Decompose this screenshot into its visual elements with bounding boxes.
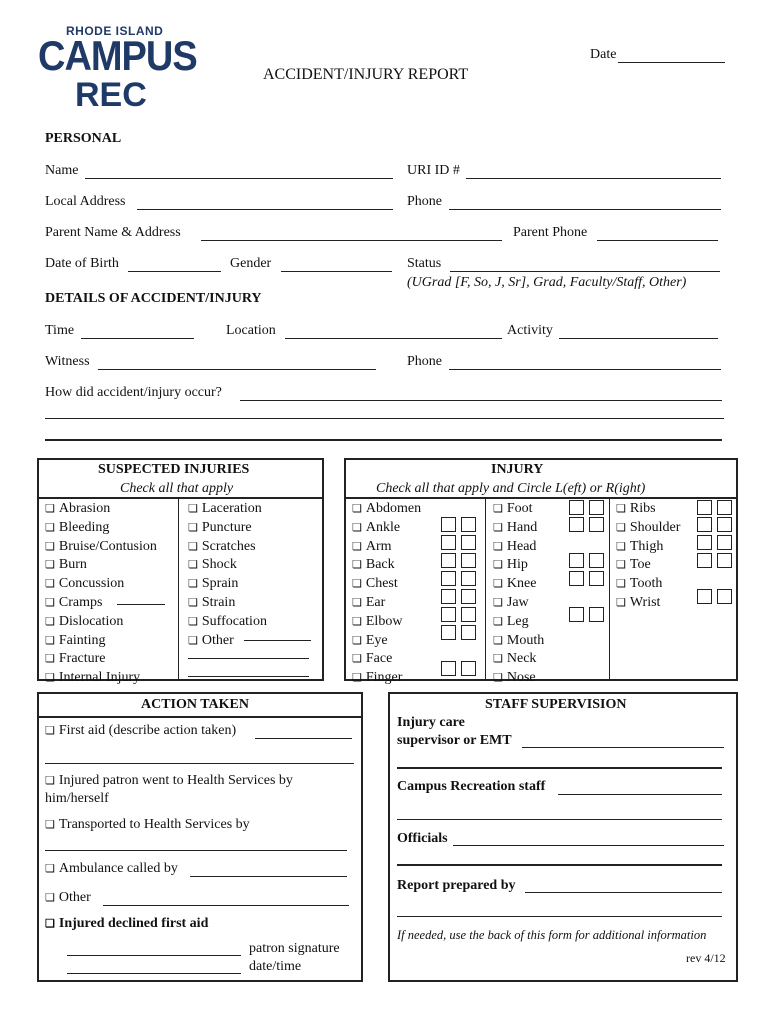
lr-box-right[interactable]	[717, 500, 732, 515]
parent-phone-field[interactable]	[597, 240, 718, 241]
checkbox-wrist[interactable]: ❏ Wrist	[616, 594, 680, 613]
suspected-list-2	[188, 500, 267, 650]
checkbox-neck[interactable]: ❏ Neck	[493, 650, 544, 669]
checkbox-abdomen[interactable]: ❏ Abdomen	[352, 500, 421, 519]
activity-label: Activity	[507, 323, 553, 338]
other-injury-field-2[interactable]	[188, 658, 309, 659]
checkbox-shoulder[interactable]: ❏ Shoulder	[616, 519, 680, 538]
injury-subtitle: Check all that apply and Circle L(eft) or R(ight)	[376, 481, 646, 496]
checkbox-laceration[interactable]: ❏ Laceration	[188, 500, 267, 519]
injury-care-label: Injury care	[397, 715, 465, 730]
checkbox-ankle[interactable]: ❏ Ankle	[352, 519, 421, 538]
injury-list-1	[352, 500, 421, 688]
injury-divider	[344, 497, 738, 499]
lr-box-left[interactable]	[697, 589, 712, 604]
other-injury-field-1[interactable]	[244, 640, 311, 641]
witness-field[interactable]	[98, 369, 376, 370]
lr-box-left[interactable]	[441, 517, 456, 532]
checkbox-scratches[interactable]: ❏ Scratches	[188, 538, 267, 557]
gender-label: Gender	[230, 256, 272, 271]
campus-rec-logo	[38, 22, 197, 114]
suspected-subtitle: Check all that apply	[120, 481, 234, 496]
checkbox-dislocation[interactable]: ❏ Dislocation	[45, 613, 157, 632]
suspected-divider	[37, 497, 324, 499]
dob-field[interactable]	[128, 271, 221, 272]
prepared-by-label: Report prepared by	[397, 878, 516, 893]
gender-field[interactable]	[281, 271, 392, 272]
witness-phone-label: Phone	[407, 354, 442, 369]
checkbox-cramps[interactable]: ❏ Cramps	[45, 594, 157, 613]
lr-box-right[interactable]	[589, 607, 604, 622]
how-field-1[interactable]	[240, 400, 722, 401]
time-field[interactable]	[81, 338, 194, 339]
checkbox-other-injury[interactable]: ❏ Other	[188, 632, 267, 651]
status-hint: (UGrad [F, So, J, Sr], Grad, Faculty/Staff, Other)	[407, 275, 687, 290]
patron-signature-field[interactable]	[67, 955, 241, 956]
checkbox-suffocation[interactable]: ❏ Suffocation	[188, 613, 267, 632]
parent-phone-label: Parent Phone	[513, 225, 588, 240]
lr-box-right[interactable]	[461, 517, 476, 532]
lr-box-right[interactable]	[589, 517, 604, 532]
lr-box-left[interactable]	[697, 535, 712, 550]
campus-rec-staff-field-1[interactable]	[558, 794, 722, 795]
supervisor-field-1[interactable]	[522, 747, 724, 748]
lr-box-right[interactable]	[461, 535, 476, 550]
checkbox-back[interactable]: ❏ Back	[352, 556, 421, 575]
injury-col-divider-2	[609, 498, 610, 681]
lr-box-right[interactable]	[461, 571, 476, 586]
date-label: Date	[590, 47, 617, 62]
lr-box-right[interactable]	[461, 553, 476, 568]
checkbox-bruise[interactable]: ❏ Bruise/Contusion	[45, 538, 157, 557]
lr-box-left[interactable]	[441, 625, 456, 640]
lr-box-left[interactable]	[441, 607, 456, 622]
time-label: Time	[45, 323, 75, 338]
action-divider	[37, 716, 363, 718]
checkbox-bleeding[interactable]: ❏ Bleeding	[45, 519, 157, 538]
campus-rec-staff-label: Campus Recreation staff	[397, 779, 546, 794]
himself-label: him/herself	[45, 791, 109, 806]
local-address-field[interactable]	[137, 209, 393, 210]
location-field[interactable]	[285, 338, 502, 339]
parent-name-label: Parent Name & Address	[45, 225, 181, 240]
lr-box-right[interactable]	[461, 607, 476, 622]
checkbox-concussion[interactable]: ❏ Concussion	[45, 575, 157, 594]
lr-box-left[interactable]	[697, 517, 712, 532]
witness-label: Witness	[45, 354, 90, 369]
checkbox-hip[interactable]: ❏ Hip	[493, 556, 544, 575]
lr-box-right[interactable]	[589, 500, 604, 515]
lr-box-left[interactable]	[569, 500, 584, 515]
campus-rec-staff-field-2[interactable]	[397, 819, 722, 820]
lr-box-left[interactable]	[569, 607, 584, 622]
uri-id-field[interactable]	[466, 178, 721, 179]
witness-phone-field[interactable]	[449, 369, 721, 370]
dob-label: Date of Birth	[45, 256, 119, 271]
checkbox-internal-injury[interactable]: ❏ Internal Injury	[45, 669, 157, 688]
lr-box-left[interactable]	[569, 571, 584, 586]
lr-box-right[interactable]	[717, 517, 732, 532]
checkbox-finger[interactable]: ❏ Finger	[352, 669, 421, 688]
uri-id-label: URI ID #	[407, 163, 460, 178]
logo-line-campus: CAMPUS	[38, 33, 197, 81]
date-field[interactable]	[618, 62, 725, 63]
lr-box-left[interactable]	[697, 500, 712, 515]
supervisor-field-2[interactable]	[397, 767, 722, 769]
datetime-field[interactable]	[67, 973, 241, 974]
lr-box-right[interactable]	[461, 625, 476, 640]
how-field-2[interactable]	[45, 418, 724, 419]
lr-box-left[interactable]	[569, 553, 584, 568]
injury-list-2	[493, 500, 544, 688]
injury-list-3	[616, 500, 680, 613]
lr-box-right[interactable]	[717, 589, 732, 604]
checkbox-shock[interactable]: ❏ Shock	[188, 556, 267, 575]
cramps-field[interactable]	[117, 604, 165, 605]
transported-field[interactable]	[45, 850, 347, 851]
checkbox-burn[interactable]: ❏ Burn	[45, 556, 157, 575]
details-heading: DETAILS OF ACCIDENT/INJURY	[45, 291, 262, 306]
lr-box-right[interactable]	[589, 553, 604, 568]
personal-heading: PERSONAL	[45, 131, 122, 146]
checkbox-knee[interactable]: ❏ Knee	[493, 575, 544, 594]
checkbox-toe[interactable]: ❏ Toe	[616, 556, 680, 575]
checkbox-leg[interactable]: ❏ Leg	[493, 613, 544, 632]
lr-box-right[interactable]	[461, 589, 476, 604]
logo-line-rec: REC	[75, 76, 147, 114]
suspected-title: SUSPECTED INJURIES	[98, 462, 250, 477]
name-label: Name	[45, 163, 79, 178]
checkbox-elbow[interactable]: ❏ Elbow	[352, 613, 421, 632]
checkbox-ambulance[interactable]: ❏ Ambulance called by	[45, 861, 178, 877]
how-label: How did accident/injury occur?	[45, 385, 222, 400]
other-action-field[interactable]	[103, 905, 349, 906]
how-field-3[interactable]	[45, 439, 722, 441]
lr-box-right[interactable]	[461, 661, 476, 676]
checkbox-abrasion[interactable]: ❏ Abrasion	[45, 500, 157, 519]
officials-field-2[interactable]	[397, 864, 722, 866]
officials-label: Officials	[397, 831, 448, 846]
ambulance-field[interactable]	[190, 876, 347, 877]
name-field[interactable]	[85, 178, 393, 179]
officials-field-1[interactable]	[453, 845, 724, 846]
injury-col-divider-1	[485, 498, 486, 681]
checkbox-declined[interactable]: ❏ Injured declined first aid	[45, 916, 208, 932]
checkbox-tooth[interactable]: ❏ Tooth	[616, 575, 680, 594]
checkbox-fainting[interactable]: ❏ Fainting	[45, 632, 157, 651]
lr-box-left[interactable]	[441, 571, 456, 586]
suspected-col-divider	[178, 498, 179, 681]
checkbox-eye[interactable]: ❏ Eye	[352, 632, 421, 651]
datetime-label: date/time	[249, 959, 302, 974]
lr-box-left[interactable]	[697, 553, 712, 568]
prepared-by-field-2[interactable]	[397, 916, 722, 917]
logo-line-rhode-island: RHODE ISLAND	[66, 24, 164, 38]
checkbox-strain[interactable]: ❏ Strain	[188, 594, 267, 613]
first-aid-field-1[interactable]	[255, 738, 352, 739]
lr-box-left[interactable]	[441, 553, 456, 568]
checkbox-head[interactable]: ❏ Head	[493, 538, 544, 557]
checkbox-transported[interactable]: ❏ Transported to Health Services by	[45, 817, 250, 833]
checkbox-foot[interactable]: ❏ Foot	[493, 500, 544, 519]
injury-title: INJURY	[491, 462, 544, 477]
phone-field[interactable]	[449, 209, 721, 210]
checkbox-ribs[interactable]: ❏ Ribs	[616, 500, 680, 519]
checkbox-other-action[interactable]: ❏ Other	[45, 890, 91, 906]
checkbox-puncture[interactable]: ❏ Puncture	[188, 519, 267, 538]
staff-title: STAFF SUPERVISION	[485, 697, 627, 712]
checkbox-nose[interactable]: ❏ Nose	[493, 669, 544, 688]
checkbox-sprain[interactable]: ❏ Sprain	[188, 575, 267, 594]
lr-box-left[interactable]	[569, 517, 584, 532]
back-of-form-note: If needed, use the back of this form for additional information	[397, 928, 707, 942]
location-label: Location	[226, 323, 276, 338]
patron-signature-label: patron signature	[249, 941, 340, 956]
checkbox-thigh[interactable]: ❏ Thigh	[616, 538, 680, 557]
local-address-label: Local Address	[45, 194, 126, 209]
checkbox-arm[interactable]: ❏ Arm	[352, 538, 421, 557]
checkbox-ear[interactable]: ❏ Ear	[352, 594, 421, 613]
lr-box-left[interactable]	[441, 535, 456, 550]
first-aid-field-2[interactable]	[45, 763, 354, 764]
phone-label: Phone	[407, 194, 442, 209]
checkbox-went-health-services[interactable]: ❏ Injured patron went to Health Services by	[45, 773, 293, 789]
prepared-by-field-1[interactable]	[525, 892, 722, 893]
lr-box-right[interactable]	[589, 571, 604, 586]
checkbox-hand[interactable]: ❏ Hand	[493, 519, 544, 538]
parent-name-field[interactable]	[201, 240, 502, 241]
checkbox-first-aid[interactable]: ❏ First aid (describe action taken)	[45, 723, 236, 739]
supervisor-label: supervisor or EMT	[397, 733, 512, 748]
other-injury-field-3[interactable]	[188, 676, 309, 677]
activity-field[interactable]	[559, 338, 718, 339]
lr-box-left[interactable]	[441, 661, 456, 676]
status-label: Status	[407, 256, 442, 271]
checkbox-face[interactable]: ❏ Face	[352, 650, 421, 669]
suspected-list-1	[45, 500, 157, 688]
lr-box-right[interactable]	[717, 535, 732, 550]
lr-box-right[interactable]	[717, 553, 732, 568]
checkbox-mouth[interactable]: ❏ Mouth	[493, 632, 544, 651]
action-title: ACTION TAKEN	[141, 697, 250, 712]
status-field[interactable]	[450, 271, 720, 272]
revision-label: rev 4/12	[686, 951, 726, 965]
checkbox-chest[interactable]: ❏ Chest	[352, 575, 421, 594]
checkbox-fracture[interactable]: ❏ Fracture	[45, 650, 157, 669]
checkbox-jaw[interactable]: ❏ Jaw	[493, 594, 544, 613]
lr-box-left[interactable]	[441, 589, 456, 604]
page-title: ACCIDENT/INJURY REPORT	[263, 66, 469, 83]
